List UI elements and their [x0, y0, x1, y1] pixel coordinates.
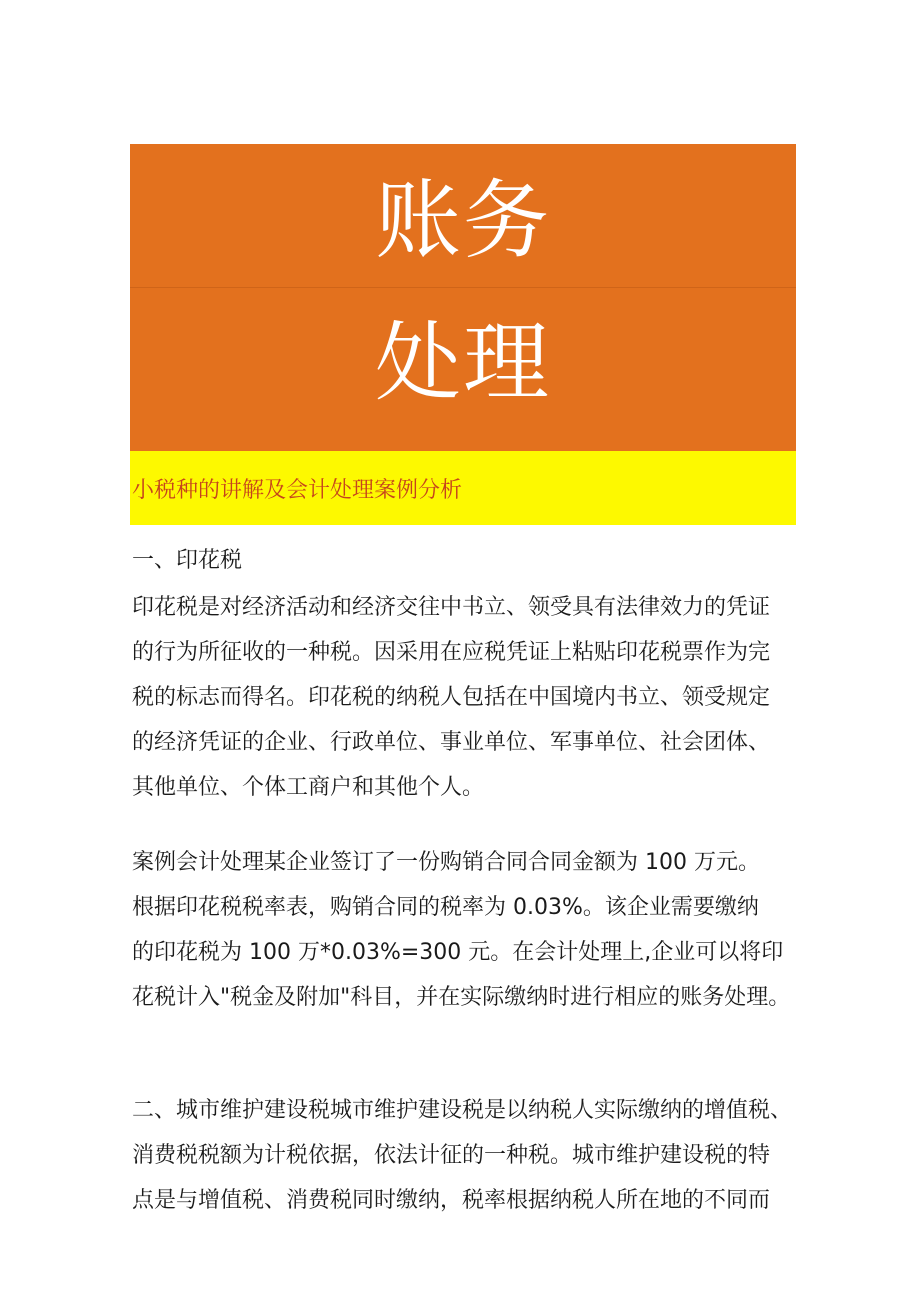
text-line: 根据印花税税率表，购销合同的税率为 0.03%。该企业需要缴纳: [132, 895, 759, 920]
text-line: 点是与增值税、消费税同时缴纳，税率根据纳税人所在地的不同而: [132, 1188, 771, 1213]
text-line: 印花税是对经济活动和经济交往中书立、领受具有法律效力的凭证: [132, 595, 771, 620]
paragraph-urban-construction-tax: [132, 1088, 822, 1223]
text-line: 的印花税为 100 万*0.03%=300 元。在会计处理上,企业可以将印: [132, 940, 784, 965]
banner-divider: [130, 287, 796, 288]
subtitle-text: 小税种的讲解及会计处理案例分析: [132, 478, 463, 503]
text-line: 案例会计处理某企业签订了一份购销合同合同金额为 100 万元。: [132, 850, 760, 875]
banner-title-line-2: 处理: [375, 313, 551, 413]
section-heading-stamp-tax: 一、印花税: [132, 548, 243, 573]
text-line: 二、城市维护建设税城市维护建设税是以纳税人实际缴纳的增值税、: [132, 1098, 793, 1123]
text-line: 的经济凭证的企业、行政单位、事业单位、军事单位、社会团体、: [132, 730, 771, 755]
text-line: 税的标志而得名。印花税的纳税人包括在中国境内书立、领受规定: [132, 685, 771, 710]
title-banner: [130, 144, 796, 451]
paragraph-stamp-tax-case: [132, 840, 822, 1020]
text-line: 花税计入"税金及附加"科目，并在实际缴纳时进行相应的账务处理。: [132, 985, 791, 1010]
text-line: 消费税税额为计税依据，依法计征的一种税。城市维护建设税的特: [132, 1143, 771, 1168]
banner-title-line-1: 账务: [375, 171, 551, 271]
text-line: 其他单位、个体工商户和其他个人。: [132, 775, 485, 800]
text-line: 的行为所征收的一种税。因采用在应税凭证上粘贴印花税票作为完: [132, 640, 771, 665]
paragraph-stamp-tax-definition: [132, 585, 822, 810]
subtitle-bar: [130, 451, 796, 525]
